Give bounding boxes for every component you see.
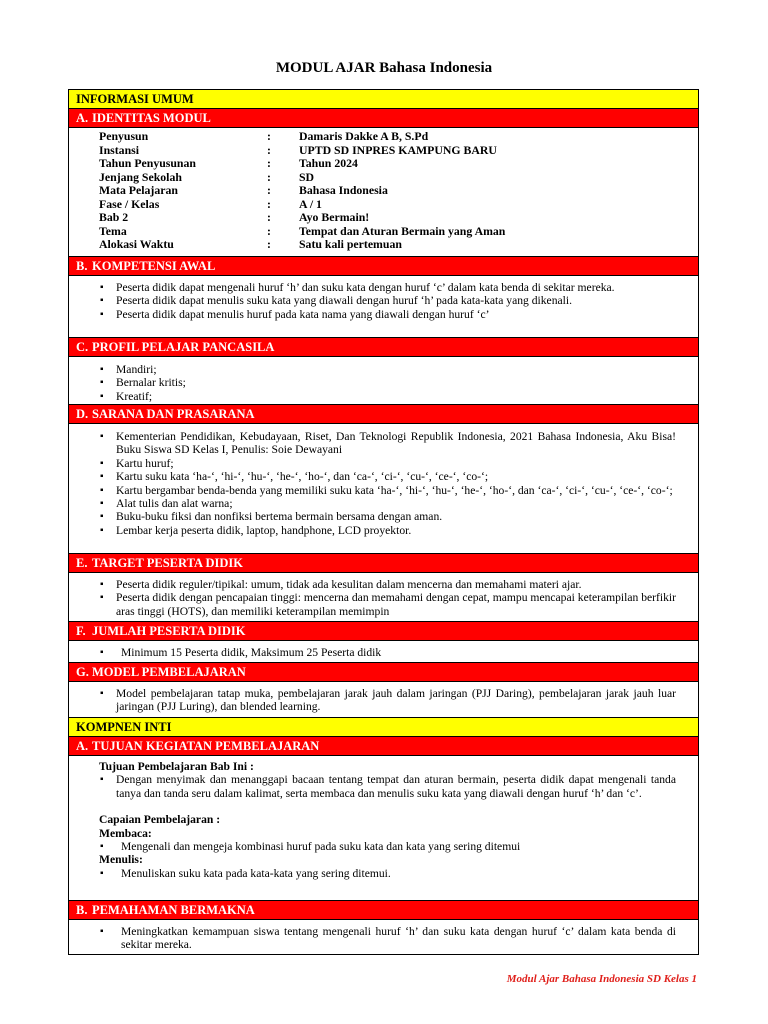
identity-value: Ayo Bermain! <box>299 210 370 224</box>
list-item: ▪ Kartu bergambar benda-benda yang memiliki suku kata ‘ha-‘, ‘hi-‘, ‘hu-‘, ‘he-‘, ‘ho-‘, dan ‘ca-‘, ‘ci-‘, ‘cu-‘, ‘ce-‘, ‘co-‘; <box>69 484 698 497</box>
list-item: ▪ Alat tulis dan alat warna; <box>69 497 698 510</box>
module-table <box>68 89 699 955</box>
section-heading: JUMLAH PESERTA DIDIK <box>92 624 246 638</box>
kompetensi-list <box>69 281 698 321</box>
identity-value: Tempat dan Aturan Bermain yang Aman <box>299 223 506 238</box>
document-title: MODUL AJAR Bahasa Indonesia <box>275 60 493 76</box>
section-tujuan-kegiatan <box>69 737 698 756</box>
kompetensi-content <box>69 276 698 338</box>
section-heading: MODEL PEMBELAJARAN <box>92 665 246 679</box>
identity-row <box>99 225 679 239</box>
identity-value: Satu kali pertemuan <box>299 237 402 251</box>
identitas-content <box>69 128 698 257</box>
pemahaman-content <box>69 920 698 954</box>
identity-colon: : <box>267 183 271 197</box>
list-item: ▪ Lembar kerja peserta didik, laptop, handphone, LCD proyektor. <box>69 524 698 537</box>
list-item: ▪ Bernalar kritis; <box>69 376 698 389</box>
profil-content <box>69 357 698 405</box>
identity-colon: : <box>267 196 271 211</box>
identity-colon: : <box>267 237 271 251</box>
identity-value: Bahasa Indonesia <box>299 183 388 197</box>
jumlah-list <box>69 646 698 659</box>
identity-row <box>99 171 679 185</box>
list-item: ▪ Peserta didik dapat menulis suku kata yang diawali dengan huruf ‘h’ pada kata-kata yang dikenali. <box>69 294 698 307</box>
section-identitas-modul <box>69 109 698 128</box>
profil-list <box>69 363 698 403</box>
list-item: ▪ Peserta didik reguler/tipikal: umum, tidak ada kesulitan dalam mencerna dan memahami materi ajar. <box>69 578 698 591</box>
list-item: ▪ Kementerian Pendidikan, Kebudayaan, Riset, Dan Teknologi Republik Indonesia, 2021 Bahasa Indonesia, Aku Bisa! Buku Siswa SD Kelas I, Penulis: Soie Dewayani <box>69 430 698 457</box>
identity-row <box>99 211 679 225</box>
section-letter: E. <box>76 556 88 570</box>
section-komponen-inti: KOMPNEN INTI <box>69 718 698 737</box>
section-heading: KOMPETENSI AWAL <box>92 259 216 273</box>
list-item: ▪ Kreatif; <box>69 390 698 403</box>
section-heading: SARANA DAN PRASARANA <box>92 407 255 421</box>
section-profil-pelajar <box>69 338 698 357</box>
footer-text: Modul Ajar Bahasa Indonesia SD Kelas 1 <box>506 973 697 985</box>
identity-colon: : <box>267 129 271 143</box>
section-letter: C. <box>76 340 89 354</box>
section-model-pembelajaran <box>69 663 698 682</box>
identity-colon: : <box>267 156 271 170</box>
list-item: ▪ Mandiri; <box>69 363 698 376</box>
sarana-content <box>69 424 698 554</box>
list-item: ▪ Kartu huruf; <box>69 457 698 470</box>
section-heading: TUJUAN KEGIATAN PEMBELAJARAN <box>92 739 320 753</box>
section-letter: A. <box>76 739 89 753</box>
identity-value: Tahun 2024 <box>299 156 358 170</box>
identity-key: Alokasi Waktu <box>99 237 174 251</box>
identity-value: UPTD SD INPRES KAMPUNG BARU <box>299 142 497 157</box>
membaca-subheading: Membaca: <box>99 826 152 840</box>
section-heading: IDENTITAS MODUL <box>92 111 211 125</box>
identity-key: Bab 2 <box>99 210 129 224</box>
section-pemahaman-bermakna <box>69 901 698 920</box>
identity-key: Mata Pelajaran <box>99 183 178 197</box>
menulis-list <box>69 867 698 880</box>
pemahaman-list <box>69 925 698 952</box>
section-heading: TARGET PESERTA DIDIK <box>92 556 243 570</box>
list-item: ▪ Kartu suku kata ‘ha-‘, ‘hi-‘, ‘hu-‘, ‘he-‘, ‘ho-‘, dan ‘ca-‘, ‘ci-‘, ‘cu-‘, ‘ce-‘, ‘co-‘; <box>69 470 698 483</box>
menulis-subheading: Menulis: <box>99 853 143 867</box>
list-item: ▪ Buku-buku fiksi dan nonfiksi bertema bermain bersama dengan aman. <box>69 510 698 523</box>
tujuan-subheading: Tujuan Pembelajaran Bab Ini : <box>99 760 254 773</box>
section-letter: G. <box>76 665 89 679</box>
section-heading: PEMAHAMAN BERMAKNA <box>92 903 255 917</box>
identity-key: Penyusun <box>99 129 149 143</box>
identity-list <box>99 130 679 252</box>
tujuan-list <box>69 773 698 800</box>
section-informasi-umum: INFORMASI UMUM <box>69 90 698 109</box>
list-item: ▪ Model pembelajaran tatap muka, pembelajaran jarak jauh dalam jaringan (PJJ Daring), pembelajaran jarak jauh luar jaringan (PJJ Luring), dan blended learning. <box>69 687 698 714</box>
identity-key: Jenjang Sekolah <box>99 169 182 184</box>
section-letter: B. <box>76 259 88 273</box>
identity-key: Tahun Penyusunan <box>99 156 196 170</box>
identity-key: Tema <box>99 223 127 238</box>
identity-colon: : <box>267 142 271 157</box>
list-item: ▪ Minimum 15 Peserta didik, Maksimum 25 Peserta didik <box>69 646 698 659</box>
identity-colon: : <box>267 210 271 224</box>
model-content <box>69 682 698 718</box>
list-item: ▪ Peserta didik dengan pencapaian tinggi: mencerna dan memahami dengan cepat, mampu mencapai keterampilan berfikir aras tinggi (HOTS), dan memiliki keterampilan memimpin <box>69 591 698 618</box>
section-kompetensi-awal <box>69 257 698 276</box>
model-list <box>69 687 698 714</box>
membaca-list <box>69 840 698 853</box>
list-item: ▪ Dengan menyimak dan menanggapi bacaan tentang tempat dan aturan bermain, peserta didik dapat mengenali tanda tanya dan tanda seru dalam kalimat, serta membaca dan menulis suku kata yang diawali dengan huruf ‘h’ dan ‘c’. <box>69 773 698 800</box>
identity-value: A / 1 <box>299 196 322 211</box>
identity-row <box>99 198 679 212</box>
list-item: ▪ Peserta didik dapat menulis huruf pada kata nama yang diawali dengan huruf ‘c’ <box>69 308 698 321</box>
identity-row <box>99 238 679 252</box>
list-item: ▪ Menuliskan suku kata pada kata-kata yang sering ditemui. <box>69 867 698 880</box>
identity-row <box>99 184 679 198</box>
target-content <box>69 573 698 622</box>
identity-key: Instansi <box>99 142 139 157</box>
section-letter: B. <box>76 903 88 917</box>
section-sarana-prasarana <box>69 405 698 424</box>
identity-value: SD <box>299 169 315 184</box>
sarana-list <box>69 430 698 537</box>
jumlah-content <box>69 641 698 663</box>
list-item: ▪ Mengenali dan mengeja kombinasi huruf pada suku kata dan kata yang sering ditemui <box>69 840 698 853</box>
section-jumlah-peserta <box>69 622 698 641</box>
section-letter: F. <box>76 624 86 638</box>
identity-colon: : <box>267 223 271 238</box>
identity-row <box>99 157 679 171</box>
target-list <box>69 578 698 618</box>
identity-value: Damaris Dakke A B, S.Pd <box>299 129 429 143</box>
identity-colon: : <box>267 169 271 184</box>
section-letter: A. <box>76 111 89 125</box>
section-heading: PROFIL PELAJAR PANCASILA <box>92 340 275 354</box>
section-target-peserta <box>69 554 698 573</box>
identity-row <box>99 130 679 144</box>
identity-row <box>99 144 679 158</box>
section-letter: D. <box>76 407 89 421</box>
tujuan-content <box>69 756 698 901</box>
capaian-subheading: Capaian Pembelajaran : <box>99 813 221 827</box>
list-item: ▪ Meningkatkan kemampuan siswa tentang mengenali huruf ‘h’ dan suku kata dengan huruf ‘c’ dalam kata benda di sekitar mereka. <box>69 925 698 952</box>
identity-key: Fase / Kelas <box>99 196 160 211</box>
list-item: ▪ Peserta didik dapat mengenali huruf ‘h’ dan suku kata dengan huruf ‘c’ dalam kata benda di sekitar mereka. <box>69 281 698 294</box>
